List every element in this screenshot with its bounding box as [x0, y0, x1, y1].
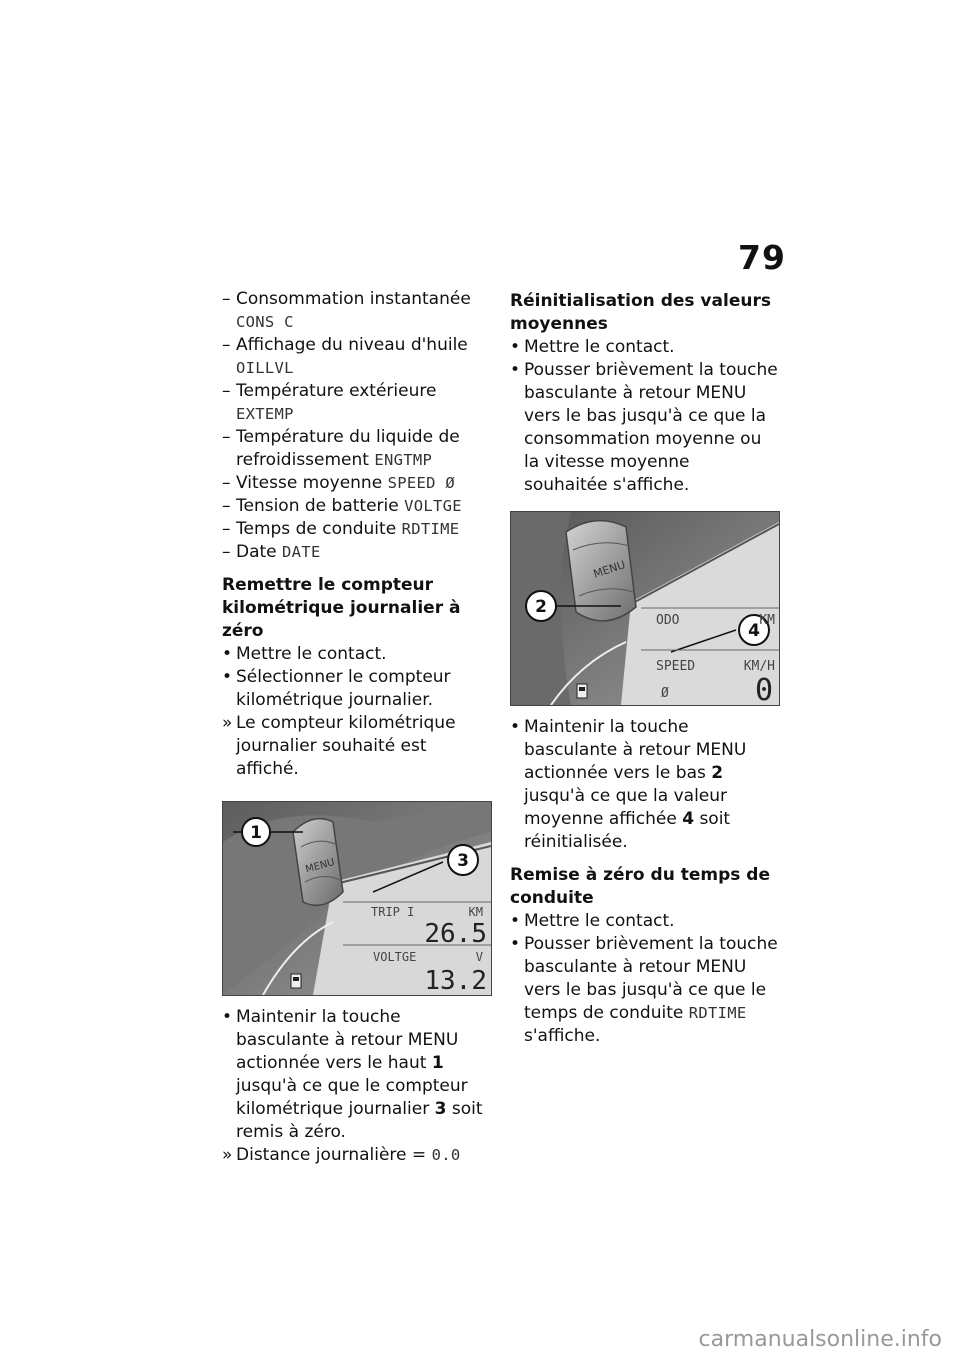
step-item: • Mettre le contact.	[222, 644, 387, 664]
display-item: – Affichage du niveau d'huile OILLVL	[222, 335, 468, 377]
step-ignition-on: • Mettre le contact.	[510, 911, 675, 931]
callout-4: 4	[748, 621, 760, 641]
voltge-unit: V	[475, 950, 483, 964]
display-item: – Tension de batterie VOLTGE	[222, 496, 462, 516]
heading-average-reset: Réinitialisation des valeurs moyennes	[510, 291, 771, 334]
watermark-footer: carmanualsonline.info	[698, 1327, 942, 1352]
step-hold-menu-down: • Maintenir la touche basculante à retour MENU actionnée vers le bas 2 jusqu'à ce que la valeur moyenne affichée 4 soit réinitialisée.	[510, 717, 747, 852]
dashboard-photo-2	[511, 512, 779, 705]
odo-unit: KM	[759, 613, 775, 628]
result-trip-distance: » Distance journalière = 0.0	[222, 1145, 461, 1165]
voltge-value: 13.2	[424, 966, 487, 995]
odo-label: ODO	[656, 613, 680, 628]
left-column	[222, 288, 490, 1167]
speed-label: SPEED	[656, 659, 696, 674]
step-item: • Mettre le contact.	[510, 337, 675, 357]
display-item: – Vitesse moyenne SPEED Ø	[222, 473, 456, 493]
trip-value: 26.5	[424, 919, 487, 949]
step-push-menu-down: • Pousser brièvement la touche basculante à retour MENU vers le bas jusqu'à ce que le temps de conduite RDTIME s'affiche.	[510, 934, 778, 1046]
right-column	[510, 290, 778, 1048]
menu-label-1: MENU	[304, 857, 336, 876]
speed-avg-symbol: Ø	[661, 686, 669, 701]
dashboard-photo-1	[223, 802, 491, 995]
callout-3: 3	[457, 851, 469, 871]
figure-average-reset	[510, 511, 780, 706]
display-item: – Temps de conduite RDTIME	[222, 519, 460, 539]
page-number: 79	[738, 238, 786, 277]
step-item: » Le compteur kilométrique journalier souhaité est affiché.	[222, 713, 456, 779]
fuel-icon-2	[577, 684, 587, 698]
step-item: • Pousser brièvement la touche basculante à retour MENU vers le bas jusqu'à ce que la consommation moyenne ou la vitesse moyenne souhaitée s'affiche.	[510, 360, 778, 495]
speed-value: 0	[754, 673, 773, 705]
step-hold-menu-up: • Maintenir la touche basculante à retour MENU actionnée vers le haut 1 jusqu'à ce que le compteur kilométrique journalier 3 soit remis à zéro.	[222, 1007, 483, 1142]
heading-riding-time-reset: Remise à zéro du temps de conduite	[510, 865, 770, 908]
speed-unit: KM/H	[743, 659, 775, 674]
fuel-icon	[291, 974, 301, 988]
average-reset-steps	[510, 336, 778, 497]
menu-label-2: MENU	[591, 558, 627, 581]
display-item: – Température extérieure EXTEMP	[222, 381, 437, 423]
trip-label: TRIP I	[371, 905, 415, 919]
trip-unit: KM	[468, 905, 483, 919]
heading-trip-reset: Remettre le compteur kilométrique journalier à zéro	[222, 575, 461, 641]
callout-1: 1	[250, 823, 262, 843]
display-item: – Date DATE	[222, 542, 321, 562]
display-items-list	[222, 288, 490, 564]
callout-2: 2	[535, 597, 547, 617]
display-item: – Température du liquide de refroidissement ENGTMP	[222, 427, 460, 470]
voltge-label: VOLTGE	[373, 950, 417, 964]
figure-trip-reset	[222, 801, 492, 996]
step-item: • Sélectionner le compteur kilométrique journalier.	[222, 667, 451, 710]
trip-reset-steps	[222, 643, 490, 781]
display-item: – Consommation instantanée CONS C	[222, 289, 471, 331]
